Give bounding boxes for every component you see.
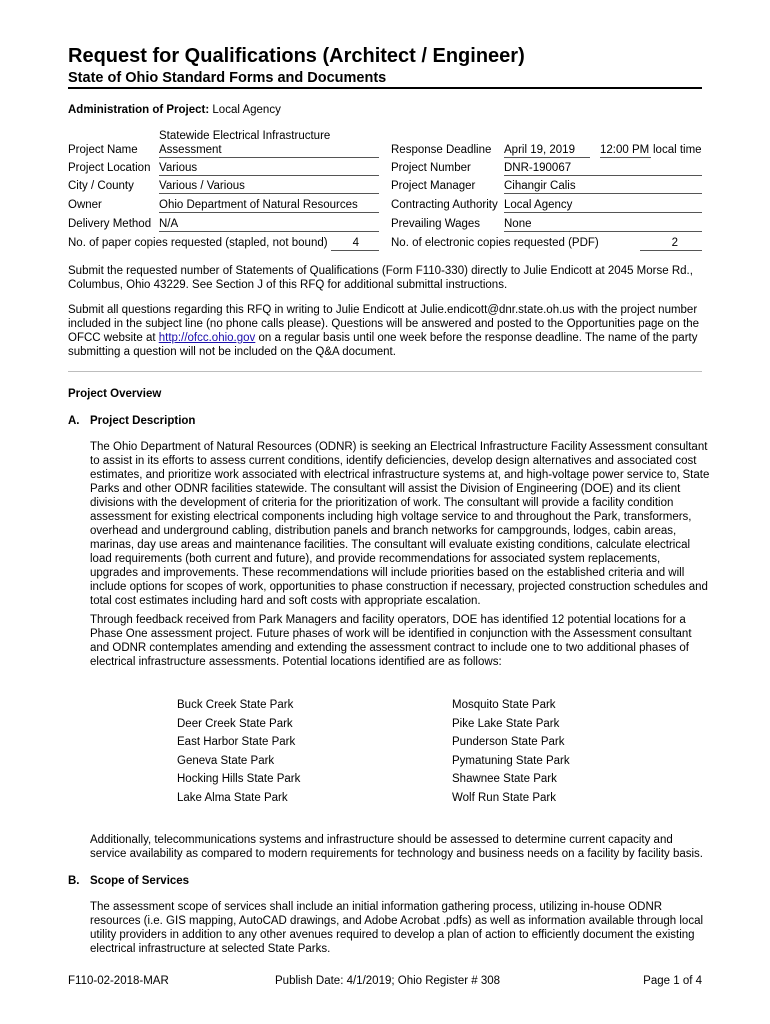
section-a-letter: A. — [68, 415, 80, 427]
document-subtitle: State of Ohio Standard Forms and Documents — [68, 70, 387, 86]
telecommunications-paragraph: Additionally, telecommunications systems and infrastructure should be assessed to determine current capacity and service availability as compared to modern requirements for technology and business needs on a facility by facility basis. — [90, 834, 704, 860]
city-county-label: City / County — [68, 180, 134, 192]
paper-copies-number: 4 — [352, 237, 359, 249]
footer-form-id: F110-02-2018-MAR — [68, 975, 169, 987]
section-a-title: Project Description — [90, 415, 196, 427]
prevailing-wages-label: Prevailing Wages — [391, 218, 481, 230]
section-b-title: Scope of Services — [90, 875, 190, 887]
footer-page-number: Page 1 of 4 — [643, 975, 702, 987]
parks-list-right — [452, 698, 570, 809]
scope-of-services-paragraph: The assessment scope of services shall include an initial information gathering process, utilizing in-house ODNR resources (i.e. GIS mapping, AutoCAD drawings, and Adobe Acrobat .pdfs) as well as information available through local utility providers in addition to any other avenues required to develop a plan of action to efficiently document the existing electrical infrastructure at selected State Parks. — [90, 901, 704, 955]
questions-text-end: on a regular basis until one week before the response deadline. The name of the party submitting a question will not be included on the Q&A document. — [68, 332, 698, 358]
section-divider — [68, 371, 702, 372]
administration-label: Administration of Project: — [68, 104, 210, 116]
park-item: Pike Lake State Park — [452, 717, 560, 730]
owner-label: Owner — [68, 199, 102, 211]
response-deadline-time: 12:00 PM — [600, 144, 650, 156]
questions-instructions — [68, 303, 708, 359]
park-item: Wolf Run State Park — [452, 791, 556, 804]
project-description-paragraph: The Ohio Department of Natural Resources (ODNR) is seeking an Electrical Infrastructure Facility Assessment consultant to assist in its efforts to assess current conditions, identify deficiencies, develop design alternatives and associated cost estimates, and prioritize work associated with electrical infrastructure systems at, and high-voltage power service to, State Parks and other ODNR facilities statewide. The consultant will assist the Division of Engineering (DOE) and its client divisions with the development of criteria for the prioritization of work. The consultant will provide a facility condition assessment for existing electrical components including high voltage service to and throughout the Park, transformers, overhead and underground cabling, distribution panels and branch networks for campgrounds, lodges, cabin areas, marinas, day use areas and maintenance facilities. The consultant will evaluate existing conditions, calculate electrical load requirements (both current and future), and provide recommendations for associated system replacements, upgrades and improvements. These recommendations will include priorities based on the established criteria and will include options for scopes of work, opportunities to phase construction if necessary, projected construction schedules and total cost estimates including hard and soft costs with appropriate escalation. — [90, 441, 710, 607]
park-item: Lake Alma State Park — [177, 791, 288, 804]
park-item: Mosquito State Park — [452, 699, 556, 711]
project-overview-heading: Project Overview — [68, 388, 162, 400]
owner-value: Ohio Department of Natural Resources — [159, 198, 379, 213]
project-manager-label: Project Manager — [391, 180, 476, 192]
contracting-authority-value: Local Agency — [504, 198, 702, 213]
response-deadline-label: Response Deadline — [391, 144, 492, 156]
park-item: Geneva State Park — [177, 754, 275, 767]
project-name-label: Project Name — [68, 144, 138, 156]
electronic-copies-label: No. of electronic copies requested (PDF) — [391, 237, 599, 249]
paper-copies-label: No. of paper copies requested (stapled, not bound) — [68, 237, 328, 249]
park-item: Deer Creek State Park — [177, 717, 293, 730]
project-number-value: DNR-190067 — [504, 161, 702, 176]
park-item: Punderson State Park — [452, 736, 565, 748]
contracting-authority-label: Contracting Authority — [391, 199, 498, 211]
delivery-method-label: Delivery Method — [68, 218, 152, 230]
project-manager-value: Cihangir Calis — [504, 179, 702, 194]
electronic-copies-value — [640, 236, 702, 251]
administration-line — [68, 103, 281, 117]
electronic-copies-number: 2 — [671, 237, 678, 249]
project-number-label: Project Number — [391, 162, 471, 174]
park-item: Pymatuning State Park — [452, 754, 570, 767]
paper-copies-value — [331, 236, 379, 251]
administration-value: Local Agency — [212, 104, 281, 116]
delivery-method-value: N/A — [159, 217, 379, 232]
project-location-value: Various — [159, 161, 379, 176]
potential-locations-paragraph: Through feedback received from Park Managers and facility operators, DOE has identified 12 potential locations for a Phase One assessment project. Future phases of work will be identified in conjunction with the Assessment consultant and ODNR contemplates amending and extending the assessment contract to include one to two additional phases of electrical infrastructure assessments. Potential locations identified are as follows: — [90, 614, 692, 668]
park-item: Buck Creek State Park — [177, 699, 294, 711]
park-item: Hocking Hills State Park — [177, 773, 301, 785]
section-b-letter: B. — [68, 875, 80, 887]
response-deadline-timezone: local time — [653, 144, 702, 156]
title-divider — [68, 87, 702, 89]
city-county-value: Various / Various — [159, 179, 379, 194]
ofcc-website-link[interactable]: http://ofcc.ohio.gov — [158, 332, 256, 344]
document-title: Request for Qualifications (Architect / Engineer) — [68, 45, 525, 67]
submittal-instructions: Submit the requested number of Statements of Qualifications (Form F110-330) directly to Julie Endicott at 2045 Morse Rd., Columbus, Ohio 43229. See Section J of this RFQ for additional submittal instructions. — [68, 265, 693, 291]
project-name-value-line2: Assessment — [159, 143, 379, 158]
response-deadline-date: April 19, 2019 — [504, 143, 590, 158]
park-item: Shawnee State Park — [452, 773, 557, 785]
prevailing-wages-value: None — [504, 217, 702, 232]
parks-list-left — [177, 698, 300, 809]
park-item: East Harbor State Park — [177, 736, 296, 748]
footer-publish-date: Publish Date: 4/1/2019; Ohio Register # 308 — [275, 975, 501, 987]
project-location-label: Project Location — [68, 162, 151, 174]
questions-text-start: Submit all questions regarding this RFQ in writing to Julie Endicott at Julie.endicott@dnr.state.oh.us with the project number included in the subject line (no phone calls please). Questions will be answered and posted to the Opportunities page on the OFCC website at — [68, 304, 699, 344]
project-name-value-line1: Statewide Electrical Infrastructure — [159, 130, 331, 142]
